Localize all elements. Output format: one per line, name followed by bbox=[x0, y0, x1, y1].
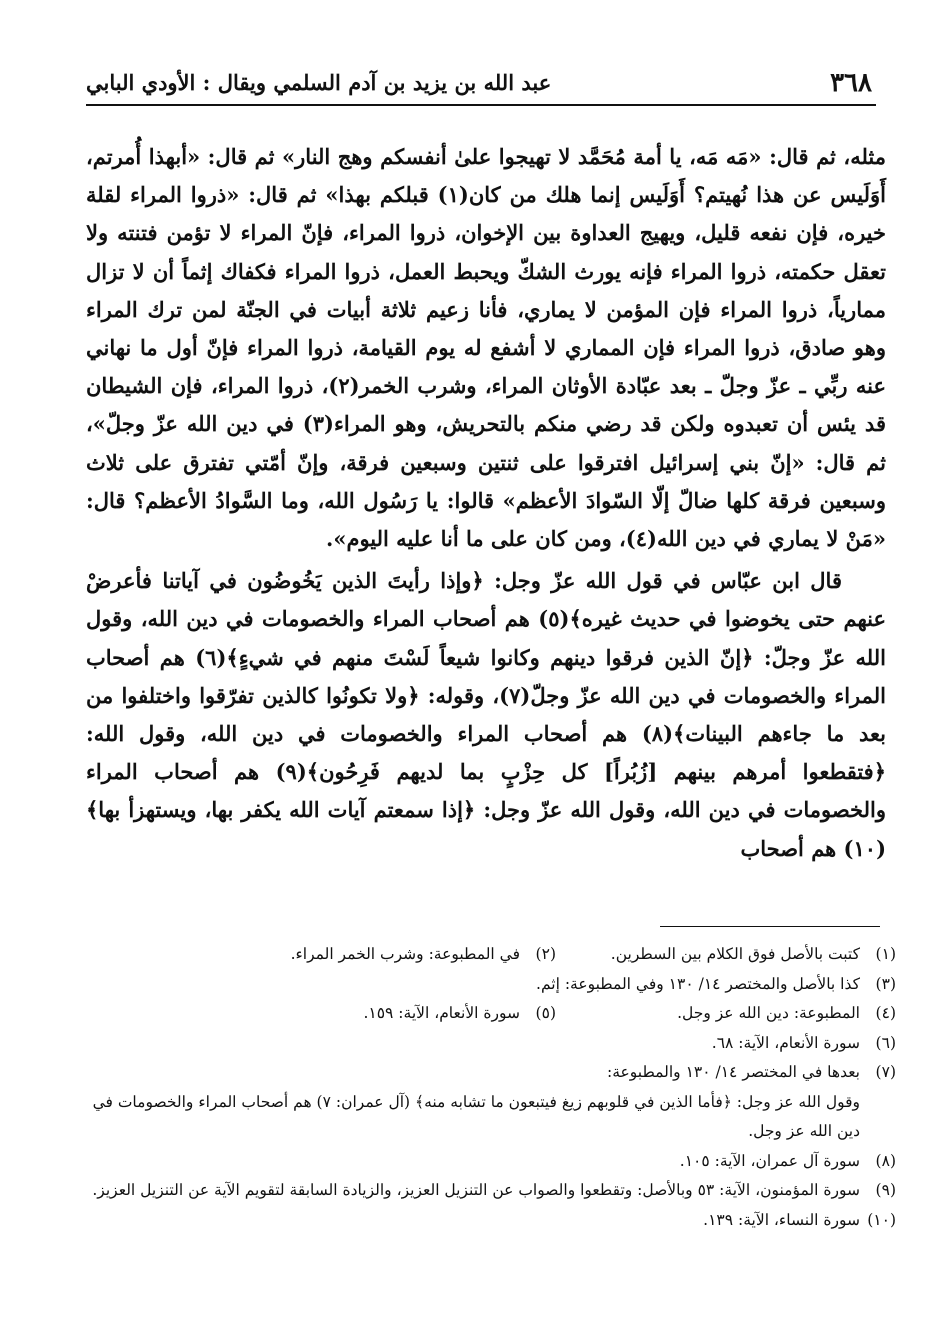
footnote-number: (٣) bbox=[875, 974, 896, 993]
footnote-separator bbox=[660, 926, 880, 927]
footnote-3 bbox=[86, 970, 896, 1000]
paragraph-1: مثله، ثم قال: «مَه مَه، يا أمة مُحَمَّد لا تهيجوا علىٰ أنفسكم وهج النار» ثم قال: «أبهذا أُمرتم، أَوَلَيس عن هذا نُهيتم؟ أَوَلَيس إنما هلك من كان(١) قبلكم بهذا» ثم قال: «ذروا المراء لقلة خيره، فإن نفعه قليل، ويهيج العداوة بين الإخوان، ذروا المراء، فإنّ المراء لا تؤمن فتنته ولا تعقل حكمته، ذروا المراء فإنه يورث الشكّ ويحبط العمل، ذروا المراء فكفاك إثماً أن لا تزال ممارياً، ذروا المراء فإن المؤمن لا يماري، فأنا زعيم ثلاثة أبيات في الجنّة لمن ترك المراء وهو صادق، ذروا المراء فإن المماري لا أشفع له يوم القيامة، ذروا المراء فإنّ أول ما نهاني عنه ربِّي ـ عزّ وجلّ ـ بعد عبّادة الأوثان المراء، وشرب الخمر(٢)، ذروا المراء، فإن الشيطان قد يئس أن تعبدوه ولكن قد رضي منكم بالتحريش، وهو المراء(٣) في دين الله عزّ وجلّ»، ثم قال: «إنّ بني إسرائيل افترقوا على ثنتين وسبعين فرقة، وإنّ أمّتي تفترق على ثلاث وسبعين فرقة كلها ضالّ إلّا السّوادَ الأعظم» قالوا: يا رَسُول الله، وما السَّوادُ الأعظم؟ قال: «مَنْ لا يماري في دين الله(٤)، ومن كان على ما أنا عليه اليوم». bbox=[86, 144, 886, 552]
footnote-7 bbox=[86, 1058, 896, 1088]
footnote-number: (٧) bbox=[875, 1063, 896, 1081]
paragraph-2: قال ابن عبّاس في قول الله عزّ وجل: ﴿وإذا رأيتَ الذين يَخُوضُون في آياتنا فأعرضْ عنهم حتى يخوضوا في حديث غيره﴾(٥) هم أصحاب المراء والخصومات في دين الله، وقول الله عزّ وجلّ: ﴿إنّ الذين فرقوا دينهم وكانوا شيعاً لَسْتَ منهم في شيءٍ﴾(٦) هم أصحاب المراء والخصومات في دين الله عزّ وجلّ(٧)، وقوله: ﴿ولا تكونُوا كالذين تفرّقوا واختلفوا من بعد ما جاءهم البينات﴾(٨) هم أصحاب المراء والخصومات في دين الله، وقول الله: ﴿فتقطعوا أمرهم بينهم [زُبُراً] كل حِزْبٍ بما لديهم فَرِحُون﴾(٩) هم أصحاب المراء والخصومات في دين الله، وقول الله عزّ وجل: ﴿إذا سمعتم آيات الله يكفر بها، ويستهزأ بها﴾(١٠) هم أصحاب bbox=[86, 568, 887, 861]
footnote-number: (٤) bbox=[875, 1004, 896, 1022]
footnote-text: سورة المؤمنون، الآية: ٥٣ وبالأصل: وتقطعوا والصواب عن التنزيل العزيز، والزيادة السابقة لتقويم الآية عن التنزيل العزيز. bbox=[92, 1181, 860, 1199]
footnote-2 bbox=[216, 940, 556, 970]
footnote-number: (٥) bbox=[535, 1004, 556, 1022]
footnote-8 bbox=[86, 1147, 896, 1177]
footnotes bbox=[86, 940, 896, 1235]
footnote-text: بعدها في المختصر ١٤/ ١٣٠ والمطبوعة: bbox=[607, 1063, 860, 1081]
footnote-number: (١٠) bbox=[867, 1210, 896, 1229]
footnote-text: المطبوعة: دين الله عز وجل. bbox=[677, 1004, 860, 1022]
footnote-text: سورة الأنعام، الآية: ٦٨. bbox=[711, 1033, 860, 1052]
footnote-number: (٦) bbox=[875, 1033, 896, 1052]
footnote-text: كذا بالأصل والمختصر ١٤/ ١٣٠ وفي المطبوعة: إثم. bbox=[536, 974, 860, 993]
footnote-number: (١) bbox=[875, 945, 896, 963]
footnote-10 bbox=[86, 1206, 896, 1236]
footnote-text: سورة آل عمران، الآية: ١٠٥. bbox=[679, 1151, 860, 1170]
footnote-5 bbox=[216, 999, 556, 1029]
footnote-4 bbox=[556, 999, 896, 1029]
footnote-text: سورة النساء، الآية: ١٣٩. bbox=[703, 1210, 860, 1229]
footnote-6 bbox=[86, 1029, 896, 1059]
page-number: ٣٦٨ bbox=[830, 68, 872, 98]
page-header bbox=[86, 62, 876, 106]
footnote-text: في المطبوعة: وشرب الخمر المراء. bbox=[290, 945, 520, 963]
footnote-text: كتبت بالأصل فوق الكلام بين السطرين. bbox=[610, 945, 860, 963]
running-head: عبد الله بن يزيد بن آدم السلمي ويقال : الأودي البابي bbox=[86, 70, 552, 95]
footnote-9 bbox=[86, 1176, 896, 1206]
footnote-row bbox=[86, 999, 896, 1029]
footnote-1 bbox=[556, 940, 896, 970]
footnote-7-continuation: وقول الله عز وجل: ﴿فأما الذين في قلوبهم زيغ فيتبعون ما تشابه منه﴾ (آل عمران: ٧) هم أصحاب المراء والخصومات في دين الله عز وجل. bbox=[92, 1092, 860, 1140]
footnote-number: (٨) bbox=[875, 1151, 896, 1170]
footnote-row bbox=[86, 940, 896, 970]
footnote-number: (٢) bbox=[535, 945, 556, 963]
main-text bbox=[86, 138, 886, 868]
footnote-number: (٩) bbox=[875, 1181, 896, 1199]
footnote-text: سورة الأنعام، الآية: ١٥٩. bbox=[363, 1004, 520, 1022]
